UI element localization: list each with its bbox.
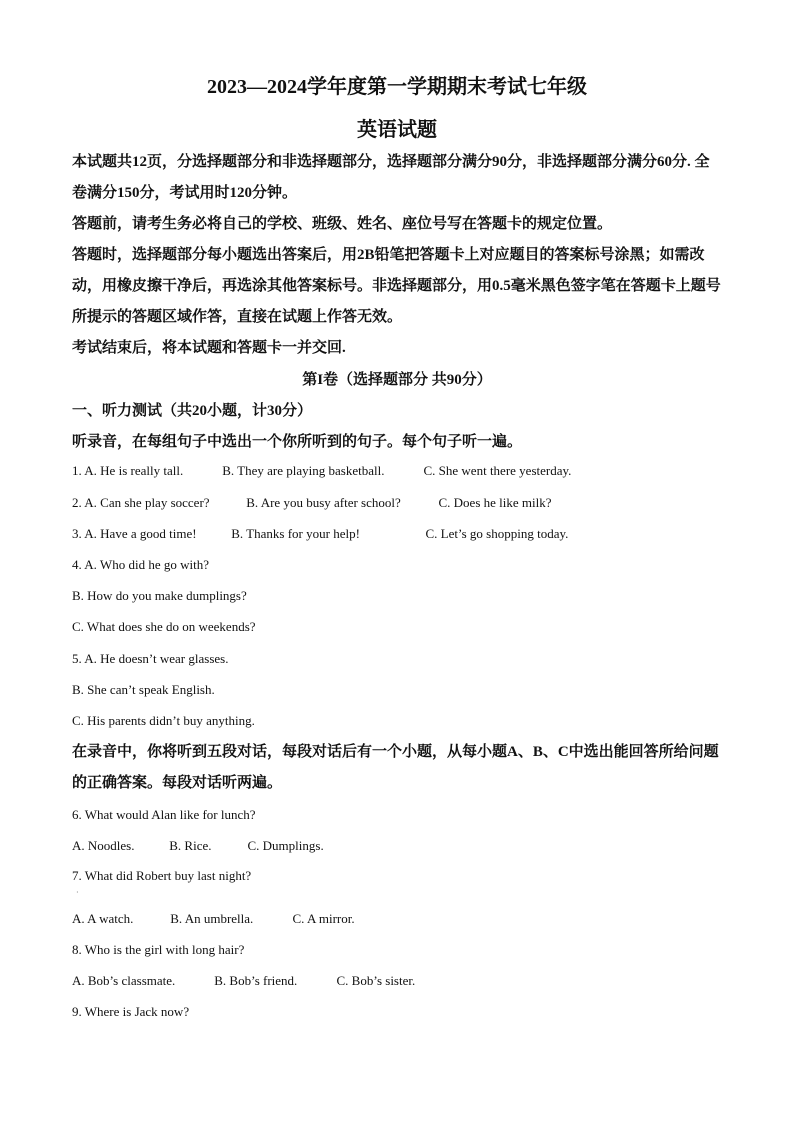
question-1 <box>72 463 571 479</box>
question-2 <box>72 495 552 511</box>
q3-option-a: 3. A. Have a good time! <box>72 526 197 541</box>
q6-option-a: A. Noodles. <box>72 838 135 853</box>
q7-option-a: A. A watch. <box>72 911 134 926</box>
q8-option-b: B. Bob’s friend. <box>214 973 298 988</box>
q1-option-b: B. They are playing basketball. <box>222 463 385 478</box>
q1-option-c: C. She went there yesterday. <box>423 463 572 478</box>
q5-option-c: C. His parents didn’t buy anything. <box>72 713 255 728</box>
q4-option-b: B. How do you make dumplings? <box>72 588 247 603</box>
instruction-3: 答题时，选择题部分每小题选出答案后，用2B铅笔把答题卡上对应题目的答案标号涂黑；如需改动，用橡皮擦干净后，再选涂其他答案标号。非选择题部分，用0.5毫米黑色签字笔在答题卡上题号所提示的答题区域作答，直接在试题上作答无效。 <box>72 247 721 325</box>
part-title: 一、听力测试（共20小题，计30分） <box>72 403 313 419</box>
part-instruction: 听录音，在每组句子中选出一个你所听到的句子。每个句子听一遍。 <box>72 434 523 450</box>
q8-stem: 8. Who is the girl with long hair? <box>72 942 245 957</box>
exam-instructions <box>72 147 722 364</box>
q4-option-c: C. What does she do on weekends? <box>72 619 256 634</box>
instruction-1: 本试题共12页，分选择题部分和非选择题部分，选择题部分满分90分，非选择题部分满分60分. 全卷满分150分，考试用时120分钟。 <box>72 154 710 201</box>
section-title: 第I卷（选择题部分 共90分） <box>302 372 492 388</box>
q5-option-a: 5. A. He doesn’t wear glasses. <box>72 651 229 666</box>
q3-option-c: C. Let’s go shopping today. <box>425 526 569 541</box>
q7-stem: 7. What did Robert buy last night? <box>72 868 252 883</box>
q2-option-b: B. Are you busy after school? <box>246 495 401 510</box>
q2-option-c: C. Does he like milk? <box>438 495 552 510</box>
q1-option-a: 1. A. He is really tall. <box>72 463 184 478</box>
q4-option-a: 4. A. Who did he go with? <box>72 557 209 572</box>
instruction-2: 答题前，请考生务必将自己的学校、班级、姓名、座位号写在答题卡的规定位置。 <box>72 216 613 232</box>
q7-option-b: B. An umbrella. <box>170 911 254 926</box>
q7-option-c: C. A mirror. <box>292 911 355 926</box>
q2-option-a: 2. A. Can she play soccer? <box>72 495 210 510</box>
question-8-options <box>72 973 415 989</box>
q5-option-b: B. She can’t speak English. <box>72 682 215 697</box>
instruction-4: 考试结束后，将本试题和答题卡一并交回. <box>72 340 346 356</box>
q8-option-a: A. Bob’s classmate. <box>72 973 176 988</box>
question-6-options <box>72 838 324 854</box>
q6-option-b: B. Rice. <box>169 838 212 853</box>
exam-subject: 英语试题 <box>357 119 437 141</box>
dialog-instruction: 在录音中，你将听到五段对话，每段对话后有一个小题，从每小题A、B、C中选出能回答所给问题的正确答案。每段对话听两遍。 <box>72 744 719 791</box>
question-7-options <box>72 911 355 927</box>
question-3 <box>72 526 568 542</box>
stray-mark: · <box>76 888 79 897</box>
q3-option-b: B. Thanks for your help! <box>231 526 360 541</box>
q6-option-c: C. Dumplings. <box>247 838 324 853</box>
exam-title: 2023—2024学年度第一学期期末考试七年级 <box>207 76 587 98</box>
q8-option-c: C. Bob’s sister. <box>336 973 416 988</box>
q9-stem: 9. Where is Jack now? <box>72 1004 190 1019</box>
q6-stem: 6. What would Alan like for lunch? <box>72 807 256 822</box>
